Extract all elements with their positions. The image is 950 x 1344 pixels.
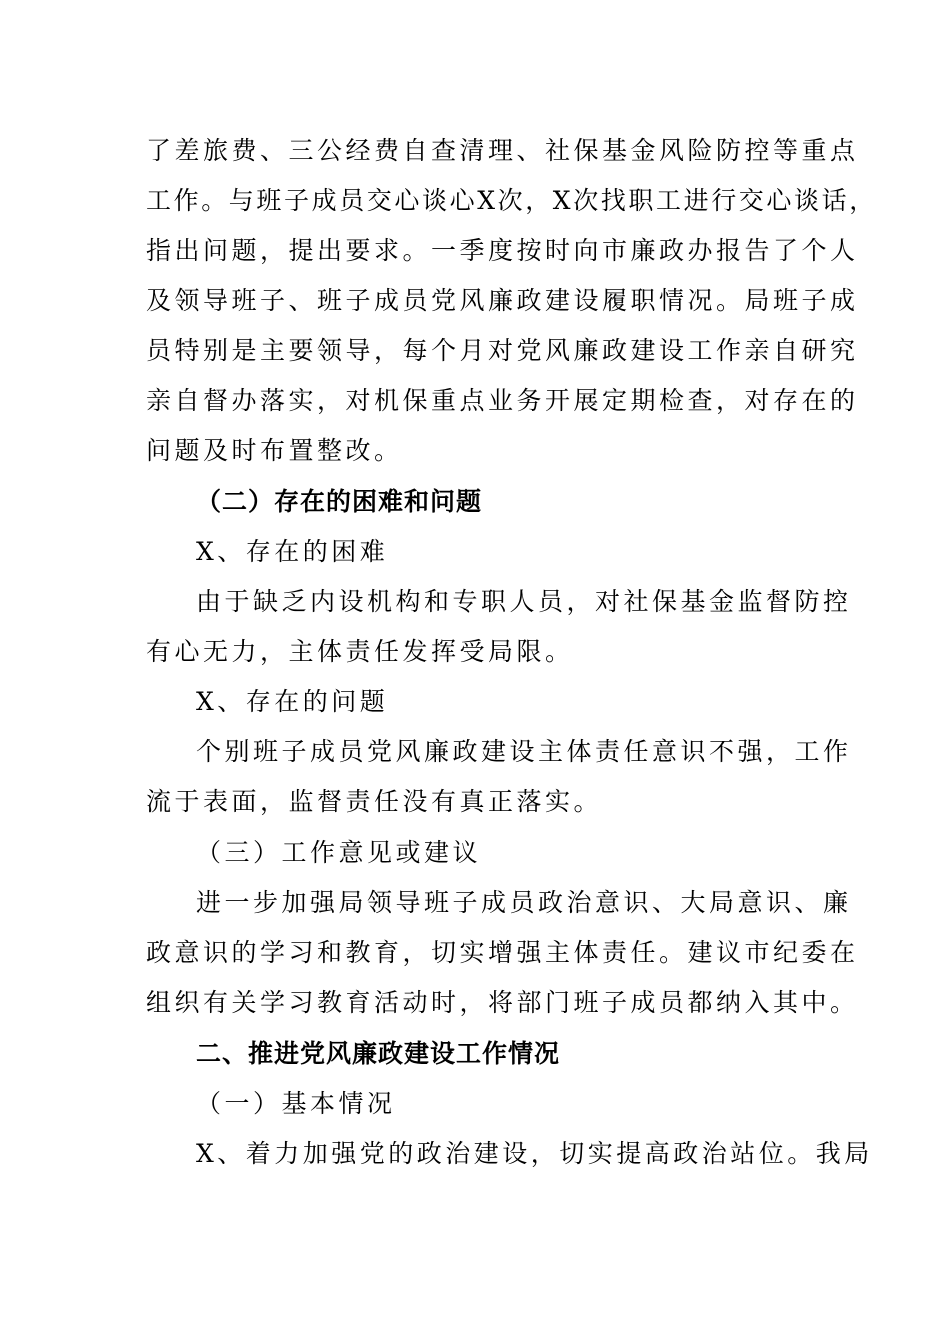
subsection-heading: X、存在的困难 (196, 537, 389, 566)
subsection-heading: X、存在的问题 (196, 687, 389, 716)
text-line: 工作。与班子成员交心谈心X次，X次找职工进行交心谈话， (146, 186, 877, 215)
section-heading: （一）基本情况 (196, 1089, 396, 1118)
text-line: 有心无力，主体责任发挥受局限。 (146, 637, 574, 666)
text-line: 政意识的学习和教育，切实增强主体责任。建议市纪委在 (146, 938, 859, 967)
text-line: 了差旅费、三公经费自查清理、社保基金风险防控等重点 (146, 136, 859, 165)
text-line: 亲自督办落实，对机保重点业务开展定期检查，对存在的 (146, 386, 859, 415)
text-line: 指出问题，提出要求。一季度按时向市廉政办报告了个人 (146, 236, 859, 265)
text-line: 由于缺乏内设机构和专职人员，对社保基金监督防控 (196, 587, 852, 616)
section-heading: （三）工作意见或建议 (196, 838, 482, 867)
text-line: 问题及时布置整改。 (146, 436, 403, 465)
text-line: 进一步加强局领导班子成员政治意识、大局意识、廉 (196, 888, 852, 917)
text-line: 及领导班子、班子成员党风廉政建设履职情况。局班子成 (146, 286, 859, 315)
text-line: 员特别是主要领导，每个月对党风廉政建设工作亲自研究 (146, 336, 859, 365)
text-line: X、着力加强党的政治建设，切实提高政治站位。我局 (196, 1139, 873, 1168)
text-line: 个别班子成员党风廉政建设主体责任意识不强，工作 (196, 737, 852, 766)
text-line: 组织有关学习教育活动时，将部门班子成员都纳入其中。 (146, 988, 859, 1017)
chapter-heading: 二、推进党风廉政建设工作情况 (196, 1039, 561, 1068)
text-line: 流于表面，监督责任没有真正落实。 (146, 787, 603, 816)
section-heading: （二）存在的困难和问题 (196, 487, 483, 516)
